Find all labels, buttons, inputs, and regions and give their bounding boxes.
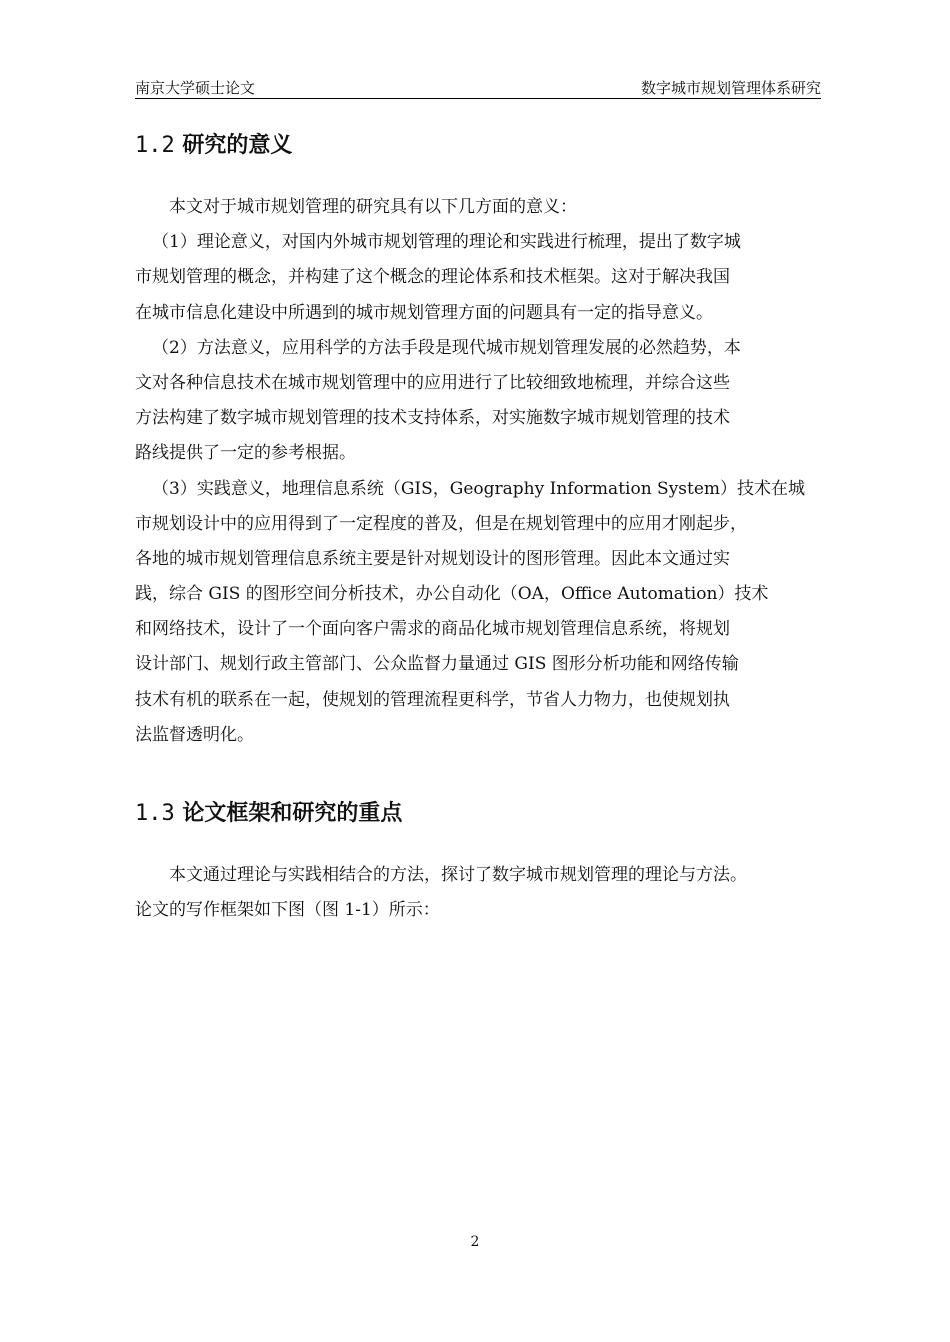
paragraph-line: 和网络技术，设计了一个面向客户需求的商品化城市规划管理信息系统，将规划	[135, 619, 730, 640]
section-heading-1-2	[135, 130, 292, 161]
paragraph-line: 文对各种信息技术在城市规划管理中的应用进行了比较细致地梳理，并综合这些	[135, 372, 730, 393]
running-header	[135, 78, 821, 98]
section-1-3-body	[135, 858, 825, 928]
paragraph-line: 法监督透明化。	[135, 724, 254, 745]
paragraph-line: 论文的写作框架如下图（图 1-1）所示：	[135, 900, 440, 921]
paragraph-line: 路线提供了一定的参考根据。	[135, 443, 356, 464]
paragraph-line: 市规划管理的概念，并构建了这个概念的理论体系和技术框架。这对于解决我国	[135, 267, 730, 288]
section-heading-1-3	[135, 798, 402, 829]
paragraph-line: （1）理论意义，对国内外城市规划管理的理论和实践进行梳理，提出了数字城	[152, 232, 741, 253]
paragraph-line: 在城市信息化建设中所遇到的城市规划管理方面的问题具有一定的指导意义。	[135, 302, 713, 323]
paragraph-line: （3）实践意义，地理信息系统（GIS，Geography Information System）技术在城	[152, 478, 806, 499]
section-number: 1.2	[135, 133, 175, 158]
paragraph-line: 践，综合 GIS 的图形空间分析技术，办公自动化（OA，Office Automation）技术	[135, 584, 769, 605]
paragraph-line: 本文通过理论与实践相结合的方法，探讨了数字城市规划管理的理论与方法。	[169, 865, 747, 885]
paragraph-line: 市规划设计中的应用得到了一定程度的普及，但是在规划管理中的应用才刚起步，	[135, 513, 747, 534]
paragraph-line: 技术有机的联系在一起，使规划的管理流程更科学，节省人力物力，也使规划执	[135, 689, 730, 710]
header-university: 南京大学硕士论文	[135, 79, 256, 97]
paragraph-intro: 本文对于城市规划管理的研究具有以下几方面的意义：	[169, 197, 577, 217]
paragraph-line: 设计部门、规划行政主管部门、公众监督力量通过 GIS 图形分析功能和网络传输	[135, 654, 739, 675]
header-thesis-title: 数字城市规划管理体系研究	[640, 79, 821, 97]
header-rule	[135, 98, 821, 99]
section-title: 研究的意义	[182, 132, 293, 158]
paragraph-line: 各地的城市规划管理信息系统主要是针对规划设计的图形管理。因此本文通过实	[135, 548, 730, 569]
paragraph-line: 方法构建了数字城市规划管理的技术支持体系，对实施数字城市规划管理的技术	[135, 408, 730, 429]
section-1-2-body	[135, 190, 825, 753]
section-title: 论文框架和研究的重点	[182, 800, 403, 826]
section-number: 1.3	[135, 801, 175, 826]
page-number: 2	[470, 1234, 480, 1250]
paragraph-line: （2）方法意义，应用科学的方法手段是现代城市规划管理发展的必然趋势，本	[152, 337, 741, 358]
